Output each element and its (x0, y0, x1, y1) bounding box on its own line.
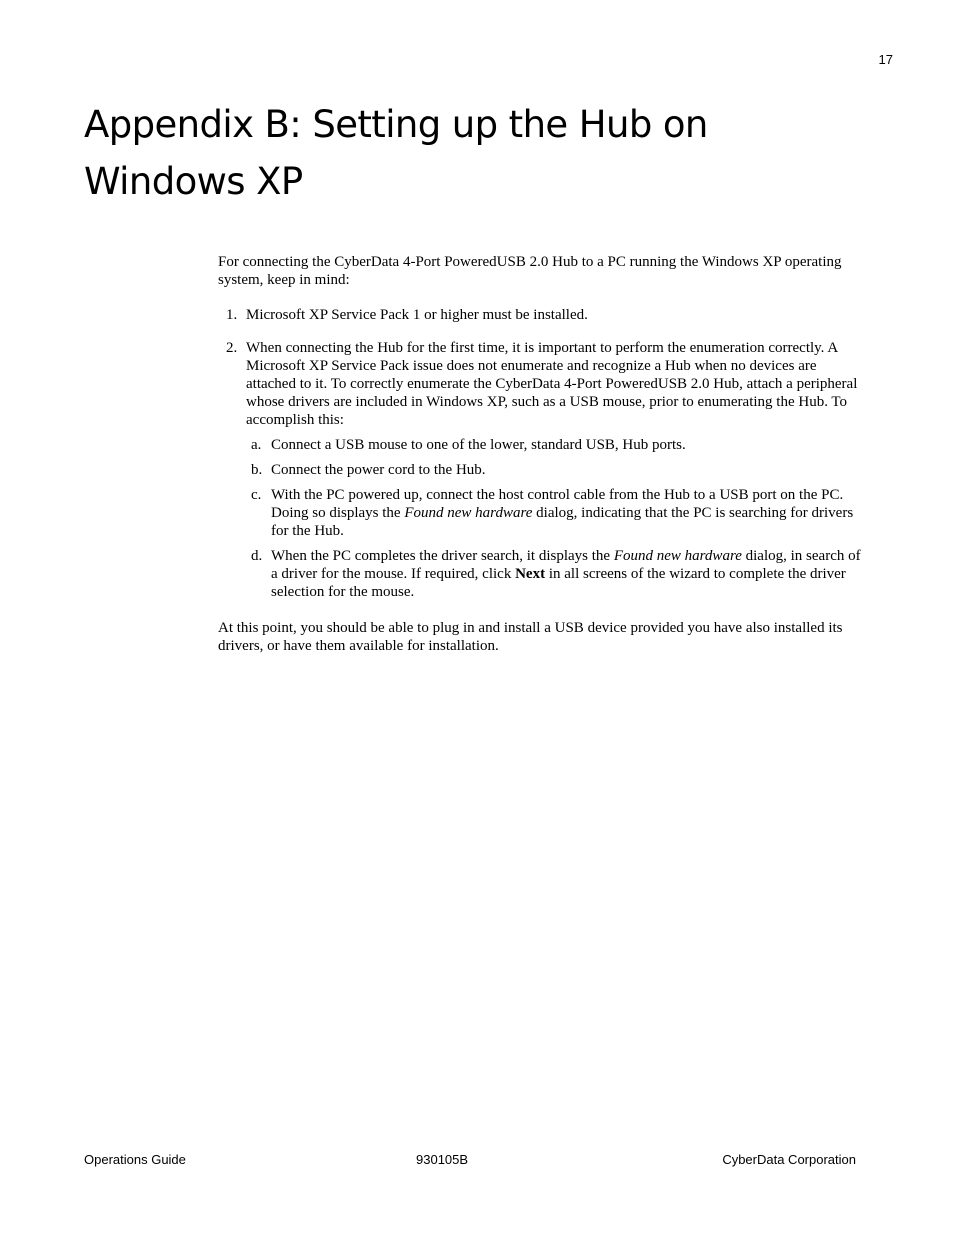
list-item-substep-c (246, 486, 870, 540)
dialog-name-italic: Found new hardware (613, 548, 742, 564)
substep-marker: b. (251, 462, 263, 478)
step-marker: 1. (226, 307, 238, 323)
substep-text-part: in all screens of the wizard to complete the driver selection for the mouse. (271, 566, 846, 600)
substep-marker: d. (251, 548, 263, 564)
dialog-name-italic: Found new hardware (404, 505, 533, 521)
step-marker: 2. (226, 340, 238, 356)
page-number: 17 (878, 52, 893, 67)
list-item-substep-b (246, 461, 870, 479)
step-text: When connecting the Hub for the first time, it is important to perform the enumeration correctly. A Microsoft XP Service Pack issue does not enumerate and recognize a Hub when no devices are attached to it. To correctly enumerate the CyberData 4-Port PoweredUSB 2.0 Hub, attach a peripheral whose drivers are included in Windows XP, such as a USB mouse, prior to enumerating the Hub. To accomplish this: (246, 340, 858, 428)
page-title (84, 96, 864, 210)
page-title-line-2: Windows XP (84, 160, 303, 203)
steps-list (218, 306, 870, 601)
substep-text-part: When the PC completes the driver search, it displays the (271, 548, 614, 564)
next-button-label-bold: Next (515, 566, 546, 582)
step-text: Microsoft XP Service Pack 1 or higher must be installed. (246, 307, 588, 323)
list-item-substep-d (246, 547, 870, 601)
page-footer (84, 1152, 856, 1170)
substep-marker: c. (251, 487, 262, 503)
closing-paragraph: At this point, you should be able to plug in and install a USB device provided you have also installed its drivers, or have them available for installation. (218, 620, 843, 654)
footer-company-name: CyberData Corporation (722, 1152, 856, 1167)
substeps-list (246, 436, 870, 601)
substep-marker: a. (251, 437, 262, 453)
footer-guide-name: Operations Guide (84, 1152, 186, 1167)
list-item-step-1 (218, 306, 870, 324)
page-title-line-1: Appendix B: Setting up the Hub on (84, 103, 708, 146)
substep-text-part: dialog, indicating that the PC is searching for drivers for the Hub. (271, 505, 854, 539)
list-item-substep-a (246, 436, 870, 454)
substep-text-part: dialog, in search of a driver for the mouse. If required, click (271, 548, 861, 582)
substep-text (271, 548, 861, 600)
substep-text-part: With the PC powered up, connect the host control cable from the Hub to a USB port on the PC. Doing so displays the (271, 487, 844, 521)
footer-document-number: 930105B (416, 1152, 469, 1167)
intro-paragraph: For connecting the CyberData 4-Port PoweredUSB 2.0 Hub to a PC running the Windows XP operating system, keep in mind: (218, 254, 842, 288)
list-item-step-2 (218, 339, 870, 601)
substep-text: Connect the power cord to the Hub. (271, 462, 486, 478)
body-content (218, 253, 870, 655)
substep-text (271, 487, 853, 539)
substep-text: Connect a USB mouse to one of the lower, standard USB, Hub ports. (271, 437, 686, 453)
